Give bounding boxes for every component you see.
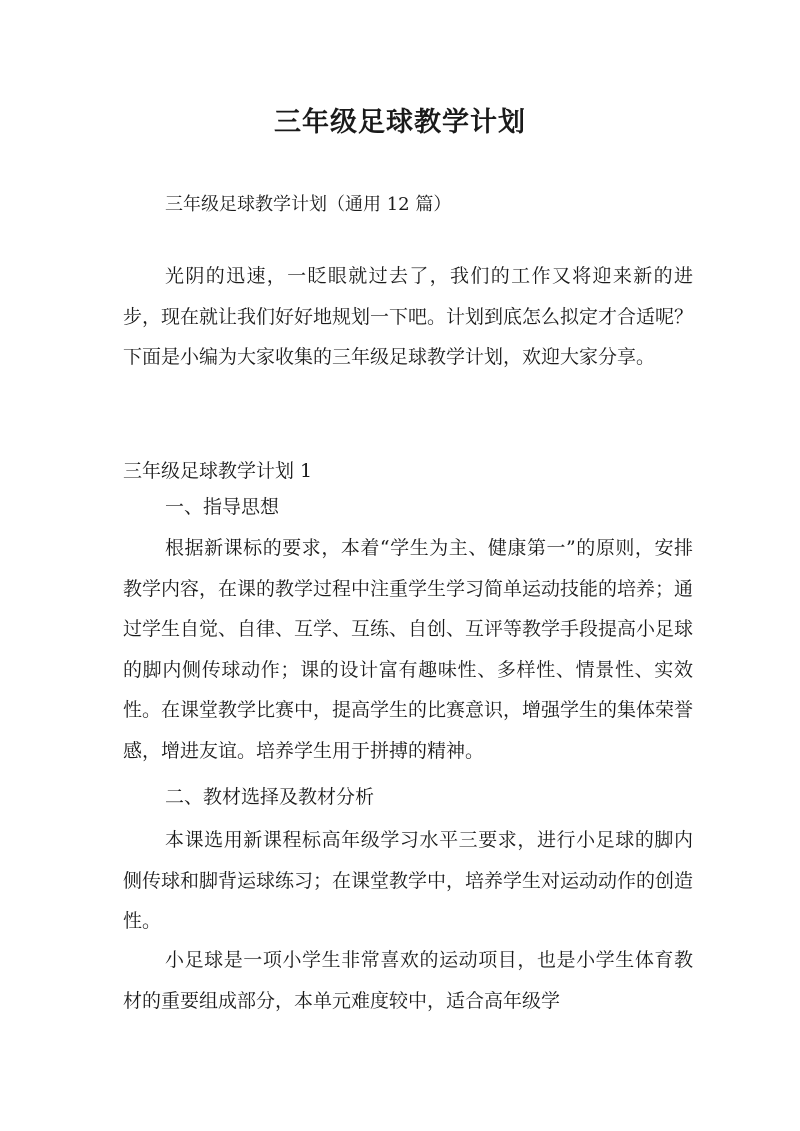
section-heading-materials: 二、教材选择及教材分析: [165, 786, 375, 808]
section-heading-guiding-ideas: 一、指导思想: [165, 496, 280, 518]
document-subtitle: 三年级足球教学计划（通用 12 篇）: [165, 194, 452, 215]
intro-paragraph: 光阴的迅速，一眨眼就过去了，我们的工作又将迎来新的进步，现在就让我们好好地规划一下吧。计划到底怎么拟定才合适呢？下面是小编为大家收集的三年级足球教学计划，欢迎大家分享。: [123, 265, 694, 368]
body-paragraph-guiding-ideas: 根据新课标的要求，本着“学生为主、健康第一”的原则，安排教学内容，在课的教学过程中注重学生学习简单运动技能的培养；通过学生自觉、自律、互学、互练、自创、互评等教学手段提高小足球的脚内侧传球动作；课的设计富有趣味性、多样性、情景性、实效性。在课堂教学比赛中，提高学生的比赛意识，增强学生的集体荣誉感，增进友谊。培养学生用于拼搏的精神。: [123, 537, 694, 762]
body-paragraph-materials: 本课选用新课程标高年级学习水平三要求，进行小足球的脚内侧传球和脚背运球练习；在课堂教学中，培养学生对运动动作的创造性。: [123, 829, 694, 932]
body-paragraph-football: 小足球是一项小学生非常喜欢的运动项目，也是小学生体育教材的重要组成部分，本单元难度较中，适合高年级学: [123, 949, 693, 1012]
section-title: 三年级足球教学计划 1: [123, 460, 313, 482]
document-title: 三年级足球教学计划: [274, 107, 526, 138]
